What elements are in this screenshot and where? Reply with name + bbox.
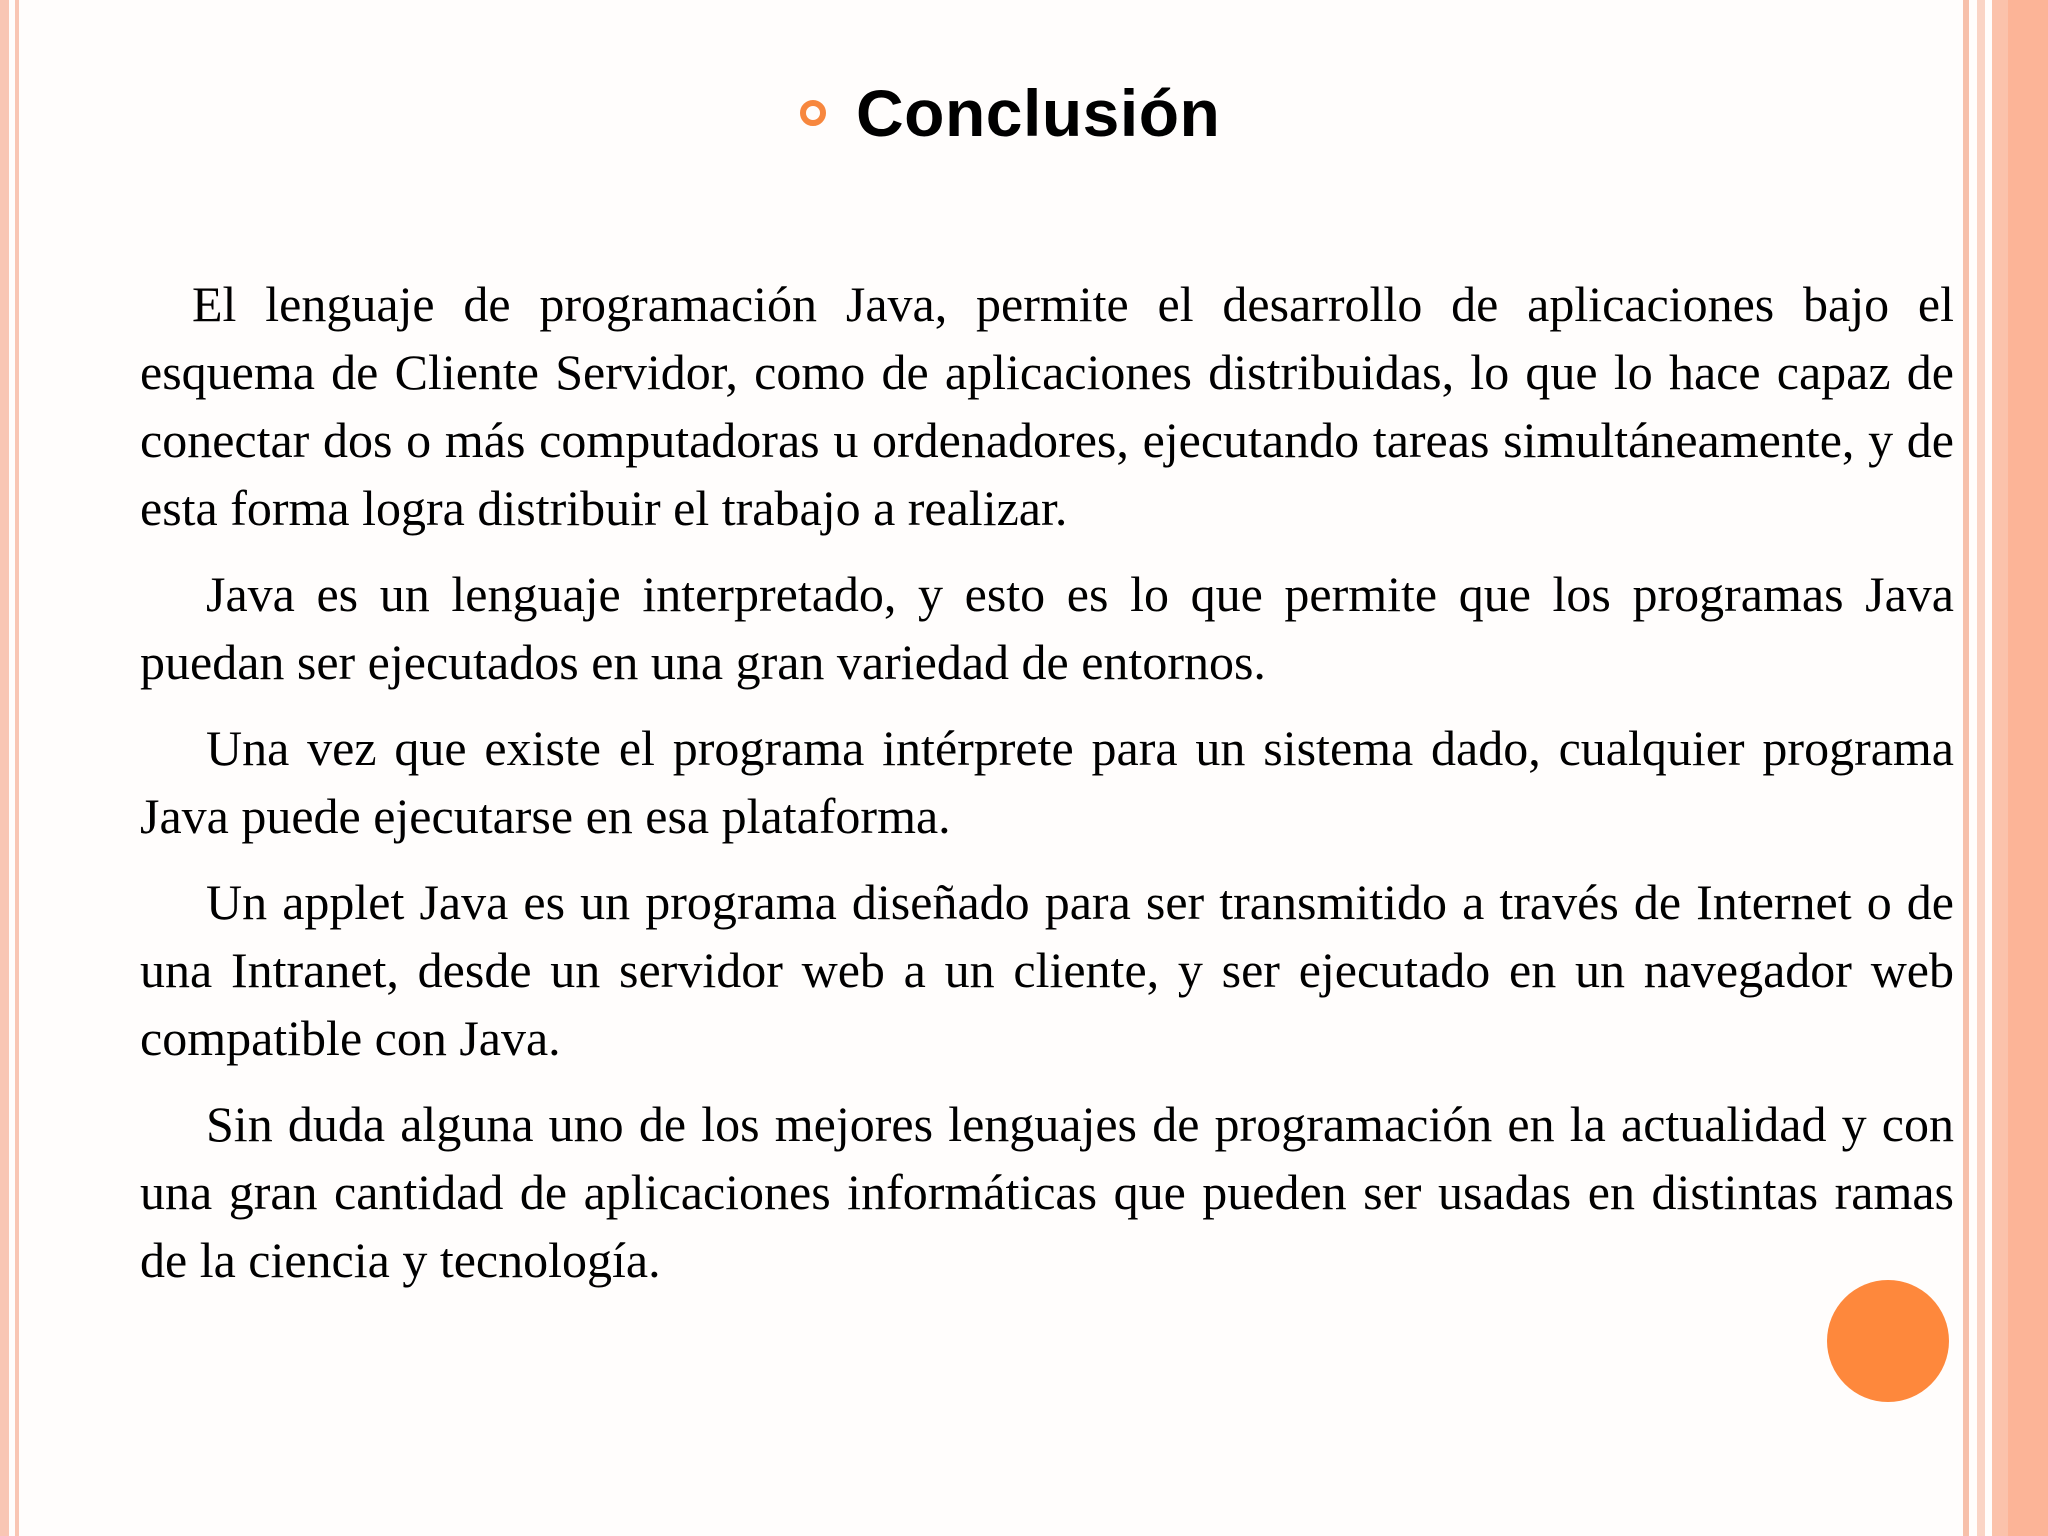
paragraph-1: El lenguaje de programación Java, permite el desarrollo de aplicaciones bajo el esquema de Cliente Servidor, como de aplicaciones distribuidas, lo que lo hace capaz de conectar dos o más computadoras u ordenadores, ejecutando tareas simultáneamente, y de esta forma logra distribuir el trabajo a realizar. (140, 276, 1954, 536)
slide-title: Conclusión (856, 76, 1221, 150)
slide-body (140, 270, 1954, 1312)
right-border-stripe-4 (2008, 0, 2048, 1536)
orange-circle-decoration (1827, 1280, 1949, 1402)
right-border-stripe-1 (1963, 0, 1969, 1536)
paragraph-5: Sin duda alguna uno de los mejores lenguajes de programación en la actualidad y con una gran cantidad de aplicaciones informáticas que pueden ser usadas en distintas ramas de la ciencia y tecnología. (140, 1096, 1954, 1288)
bullet-ring-icon (800, 100, 826, 126)
paragraph-2: Java es un lenguaje interpretado, y esto es lo que permite que los programas Java puedan ser ejecutados en una gran variedad de entornos. (140, 566, 1954, 690)
paragraph-4: Un applet Java es un programa diseñado para ser transmitido a través de Internet o de una Intranet, desde un servidor web a un cliente, y ser ejecutado en un navegador web compatible con Java. (140, 874, 1954, 1066)
left-border-line (15, 0, 19, 1536)
paragraph-3: Una vez que existe el programa intérprete para un sistema dado, cualquier programa Java puede ejecutarse en esa plataforma. (140, 720, 1954, 844)
left-border-stripe (0, 0, 9, 1536)
right-border-stripe-2 (1977, 0, 1985, 1536)
title-row (800, 68, 1220, 158)
